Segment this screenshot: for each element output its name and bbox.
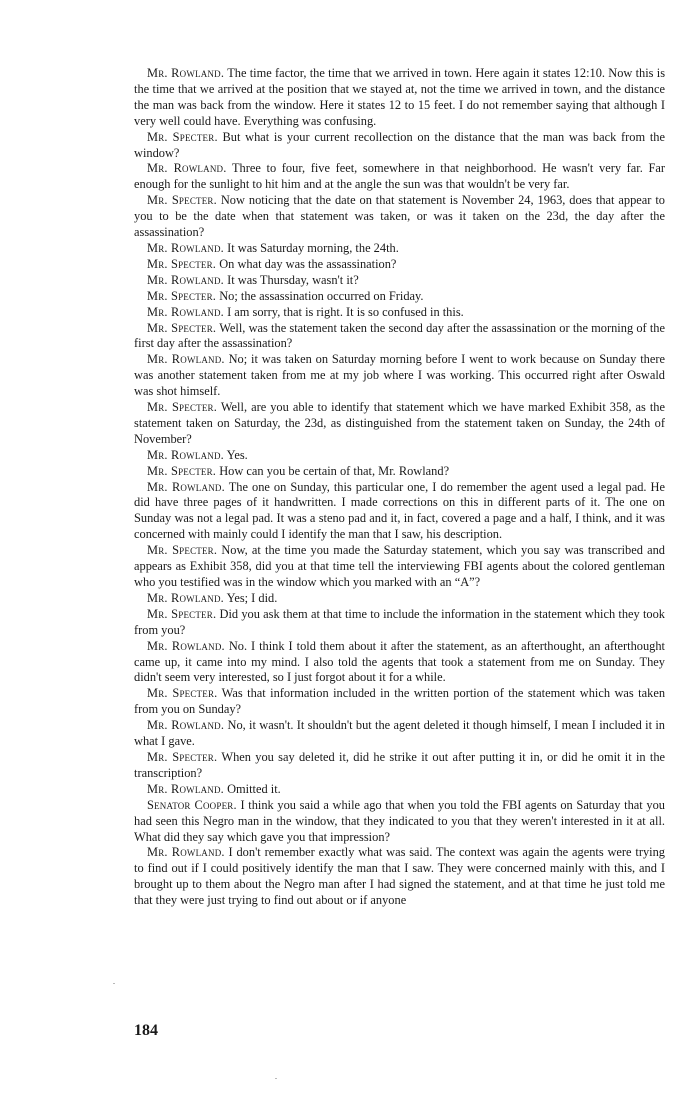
speaker-name: Mr. Specter. [147, 686, 218, 701]
testimony-paragraph [134, 241, 665, 257]
speaker-name: Mr. Specter. [147, 256, 217, 271]
speech-text: Yes. [226, 447, 248, 462]
testimony-paragraph [134, 257, 665, 273]
speech-text: I am sorry, that is right. It is so confused in this. [227, 304, 464, 319]
testimony-paragraph [134, 798, 665, 846]
speech-text: Now, at the time you made the Saturday statement, which you say was transcribed and appears as Exhibit 358, did you at that time tell the interviewing FBI agents about the colored gentleman who you testified was in the window which you marked with an “A”? [134, 543, 665, 589]
speaker-name: Mr. Rowland. [147, 479, 225, 494]
testimony-paragraph [134, 782, 665, 798]
speech-text: No. I think I told them about it after the statement, as an afterthought, an afterthought came up, it came into my mind. I also told the agents that took a statement from me on Sunday. They didn't seem very interested, so I just forgot about it for a while. [134, 638, 665, 685]
speaker-name: Mr. Specter. [147, 288, 217, 303]
scan-speck [113, 983, 115, 984]
testimony-paragraph [134, 480, 665, 544]
speech-text: But what is your current recollection on the distance that the man was back from the window? [134, 129, 665, 160]
speaker-name: Mr. Specter. [147, 320, 217, 335]
speech-text: Well, are you able to identify that statement which we have marked Exhibit 358, as the statement taken on Saturday, the 23d, as distinguished from the statement taken on Sunday, the 24th of November? [134, 400, 665, 446]
speaker-name: Mr. Rowland. [147, 66, 225, 80]
speech-text: Omitted it. [227, 781, 281, 796]
testimony-paragraph [134, 193, 665, 241]
speaker-name: Mr. Rowland. [147, 638, 225, 653]
testimony-paragraph [134, 273, 665, 289]
speaker-name: Senator Cooper. [147, 797, 237, 812]
speech-text: I don't remember exactly what was said. The context was again the agents were trying to find out if I could positively identify the man that I saw. They were concerned mainly with this, and I brought up to them about the Negro man after I had signed the statement, and at that time he just told me that they were just trying to find out about or if anyone [134, 845, 665, 908]
speech-text: The time factor, the time that we arrived in town. Here again it states 12:10. Now this is the time that we arrived at the position that we stayed at, not the time we arrived in town, and the distance the man was back from the window. Here it states 12 to 15 feet. I do not remember saying that although I very well could have. Everything was confusing. [134, 66, 666, 128]
testimony-paragraph [134, 130, 665, 162]
speech-text: I think you said a while ago that when you told the FBI agents on Saturday that you had seen this Negro man in the window, that they indicated to you that they weren't interested in it at all. What did they say which gave you that impression? [134, 797, 665, 844]
speech-text: It was Saturday morning, the 24th. [227, 240, 399, 255]
speaker-name: Mr. Specter. [147, 543, 218, 558]
testimony-paragraph [134, 845, 665, 909]
testimony-paragraph [134, 321, 665, 353]
speaker-name: Mr. Rowland. [147, 781, 224, 796]
testimony-paragraph [134, 161, 665, 193]
testimony-paragraph [134, 543, 665, 591]
speaker-name: Mr. Rowland. [147, 590, 224, 605]
speaker-name: Mr. Specter. [147, 606, 217, 621]
testimony-transcript [134, 66, 665, 909]
speaker-name: Mr. Rowland. [147, 845, 225, 860]
testimony-paragraph [134, 639, 665, 687]
scan-speck [275, 1078, 277, 1079]
testimony-paragraph [134, 289, 665, 305]
testimony-paragraph [134, 448, 665, 464]
speech-text: Well, was the statement taken the second day after the assassination or the morning of the first day after the assassination? [134, 320, 666, 351]
testimony-paragraph [134, 750, 665, 782]
speaker-name: Mr. Rowland. [147, 161, 227, 176]
testimony-paragraph [134, 591, 665, 607]
testimony-paragraph [134, 305, 665, 321]
speaker-name: Mr. Rowland. [147, 447, 224, 462]
speech-text: When you say deleted it, did he strike it out after putting it in, or did he omit it in the transcription? [134, 749, 666, 780]
speaker-name: Mr. Specter. [147, 193, 217, 208]
speech-text: On what day was the assassination? [219, 256, 397, 271]
page-number: 184 [134, 1022, 158, 1039]
speaker-name: Mr. Specter. [147, 749, 218, 764]
speech-text: No, it wasn't. It shouldn't but the agent deleted it though himself, I mean I included it in what I gave. [134, 718, 665, 749]
speech-text: The one on Sunday, this particular one, I do remember the agent used a legal pad. He did have three pages of it handwritten. I made corrections on this in different parts of it. The one on Sunday was not a legal pad. It was a steno pad and it, in fact, covered a page and a half, I think, and it was concerned with mainly could I identify the man that I saw, his description. [134, 479, 666, 542]
speech-text: Now noticing that the date on that statement is November 24, 1963, does that appear to you to be the date when that statement was taken, or was it taken on the 23d, the day after the assassination? [134, 193, 665, 240]
testimony-paragraph [134, 464, 665, 480]
speech-text: How can you be certain of that, Mr. Rowland? [219, 463, 450, 478]
speaker-name: Mr. Specter. [147, 463, 217, 478]
speech-text: Three to four, five feet, somewhere in that neighborhood. He wasn't very far. Far enough for the sunlight to hit him and at the angle the sun was that wouldn't be very far. [134, 161, 666, 192]
speaker-name: Mr. Rowland. [147, 718, 225, 733]
testimony-paragraph [134, 718, 665, 750]
speaker-name: Mr. Specter. [147, 400, 218, 415]
speech-text: Yes; I did. [226, 590, 278, 605]
testimony-paragraph [134, 66, 665, 130]
speech-text: Was that information included in the written portion of the statement which was taken from you on Sunday? [134, 686, 666, 717]
speech-text: Did you ask them at that time to include the information in the statement which they took from you? [134, 606, 666, 637]
speaker-name: Mr. Rowland. [147, 304, 224, 319]
speaker-name: Mr. Rowland. [147, 240, 224, 255]
speaker-name: Mr. Specter. [147, 129, 218, 144]
testimony-paragraph [134, 400, 665, 448]
speaker-name: Mr. Rowland. [147, 352, 225, 367]
speaker-name: Mr. Rowland. [147, 272, 224, 287]
speech-text: No; the assassination occurred on Friday. [219, 288, 424, 303]
testimony-paragraph [134, 352, 665, 400]
testimony-paragraph [134, 607, 665, 639]
speech-text: It was Thursday, wasn't it? [227, 272, 359, 287]
testimony-paragraph [134, 686, 665, 718]
speech-text: No; it was taken on Saturday morning before I went to work because on Sunday there was another statement taken from me at my job where I was working. This occurred right after Oswald was shot himself. [134, 352, 665, 399]
